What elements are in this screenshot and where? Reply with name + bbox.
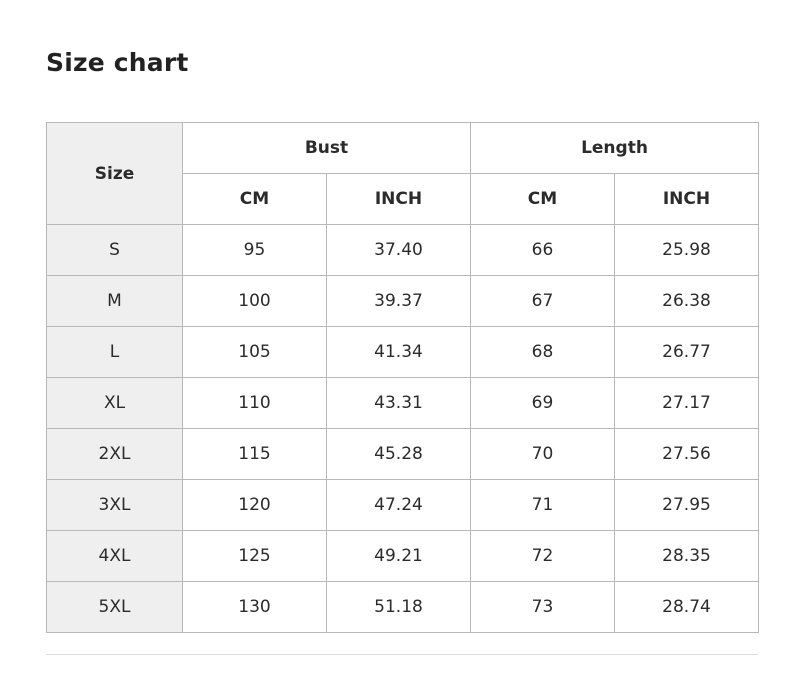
- cell-length-cm: 73: [471, 582, 615, 633]
- cell-bust-inch: 47.24: [327, 480, 471, 531]
- table-header: [47, 123, 759, 225]
- cell-length-cm: 66: [471, 225, 615, 276]
- cell-size: 5XL: [47, 582, 183, 633]
- cell-bust-cm: 110: [183, 378, 327, 429]
- cell-length-cm: 71: [471, 480, 615, 531]
- size-chart-table-wrapper: [46, 122, 758, 633]
- cell-length-inch: 27.56: [615, 429, 759, 480]
- bottom-divider: [46, 654, 758, 655]
- cell-bust-inch: 41.34: [327, 327, 471, 378]
- table-row: [47, 480, 759, 531]
- cell-size: 2XL: [47, 429, 183, 480]
- cell-length-cm: 67: [471, 276, 615, 327]
- cell-length-inch: 26.77: [615, 327, 759, 378]
- cell-bust-inch: 37.40: [327, 225, 471, 276]
- cell-bust-inch: 39.37: [327, 276, 471, 327]
- table-header-row-groups: [47, 123, 759, 174]
- table-row: [47, 327, 759, 378]
- cell-length-cm: 70: [471, 429, 615, 480]
- cell-length-inch: 28.35: [615, 531, 759, 582]
- table-row: [47, 378, 759, 429]
- header-bust-cm: CM: [183, 174, 327, 225]
- table-body: [47, 225, 759, 633]
- cell-bust-cm: 130: [183, 582, 327, 633]
- table-row: [47, 582, 759, 633]
- cell-length-inch: 28.74: [615, 582, 759, 633]
- cell-length-inch: 27.95: [615, 480, 759, 531]
- cell-length-inch: 27.17: [615, 378, 759, 429]
- cell-bust-cm: 125: [183, 531, 327, 582]
- cell-bust-inch: 45.28: [327, 429, 471, 480]
- header-bust-inch: INCH: [327, 174, 471, 225]
- cell-length-inch: 26.38: [615, 276, 759, 327]
- cell-length-cm: 72: [471, 531, 615, 582]
- cell-length-inch: 25.98: [615, 225, 759, 276]
- table-row: [47, 276, 759, 327]
- cell-bust-inch: 43.31: [327, 378, 471, 429]
- cell-size: M: [47, 276, 183, 327]
- cell-bust-cm: 95: [183, 225, 327, 276]
- cell-bust-inch: 51.18: [327, 582, 471, 633]
- cell-size: S: [47, 225, 183, 276]
- cell-size: XL: [47, 378, 183, 429]
- cell-bust-cm: 100: [183, 276, 327, 327]
- cell-size: 3XL: [47, 480, 183, 531]
- cell-bust-cm: 115: [183, 429, 327, 480]
- cell-size: L: [47, 327, 183, 378]
- cell-length-cm: 69: [471, 378, 615, 429]
- table-row: [47, 531, 759, 582]
- table-row: [47, 225, 759, 276]
- size-chart-table: [46, 122, 759, 633]
- header-group-bust: Bust: [183, 123, 471, 174]
- cell-bust-cm: 105: [183, 327, 327, 378]
- page-title: Size chart: [46, 48, 189, 77]
- header-length-cm: CM: [471, 174, 615, 225]
- header-group-length: Length: [471, 123, 759, 174]
- cell-length-cm: 68: [471, 327, 615, 378]
- header-length-inch: INCH: [615, 174, 759, 225]
- cell-bust-cm: 120: [183, 480, 327, 531]
- table-row: [47, 429, 759, 480]
- cell-size: 4XL: [47, 531, 183, 582]
- header-size: Size: [47, 123, 183, 225]
- cell-bust-inch: 49.21: [327, 531, 471, 582]
